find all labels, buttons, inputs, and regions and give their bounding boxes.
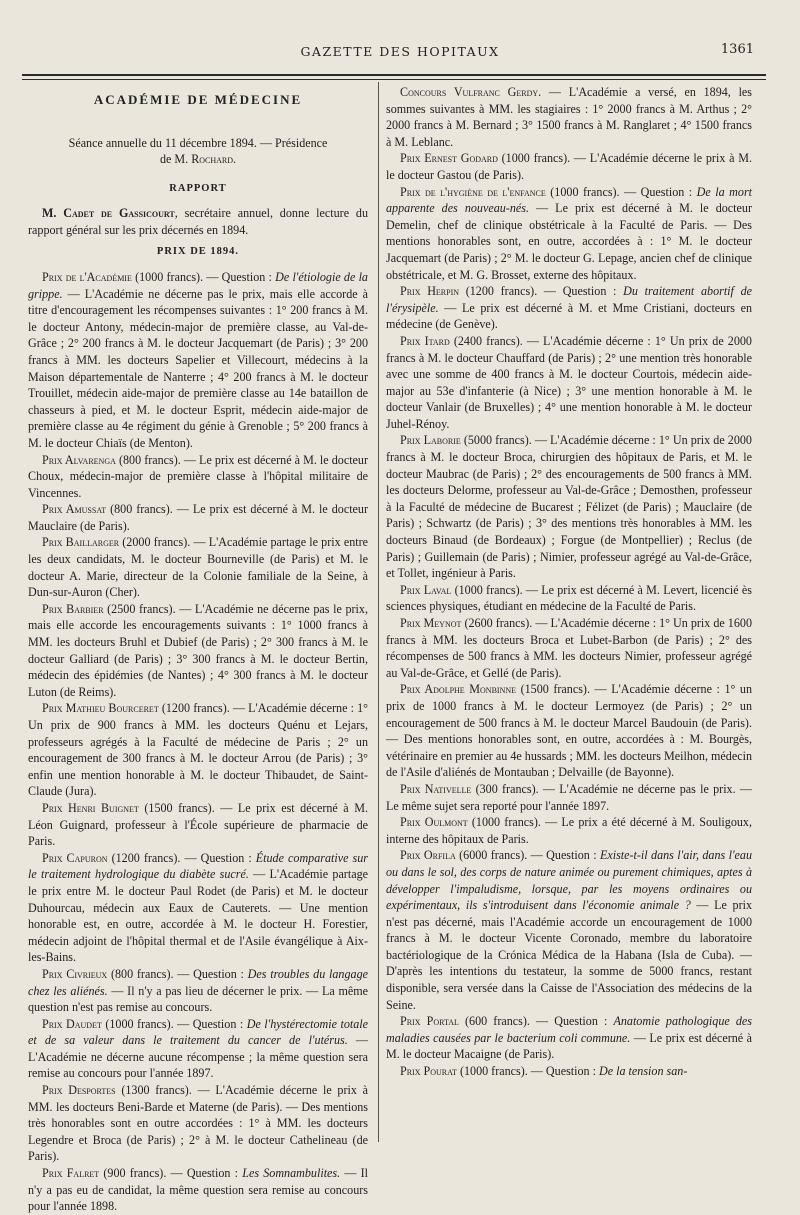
prize-name: Prix Baillarger (42, 535, 120, 550)
rapport-intro (28, 205, 368, 238)
prize-text: (800 francs). — Question : (107, 966, 248, 981)
prize-text: (1500 francs). — L'Académie décerne : 1° un prix de 1000 francs à M. le docteur Lermoyez (de Paris) ; 2° un encouragement de 500 francs à M. le docteur Marcel Baudouin (de Paris). — Des mentions honorables sont, en outre, accordées à : M. Bourgès, vétérinaire en premier au 4e hussards ; MM. les docteurs Meilhon, médecin de l'Asile d'aliénés de Montauban ; Delvaille (de Bayonne). (386, 682, 752, 780)
prize-name: Prix Barbier (42, 601, 104, 616)
president-name: Rochard. (191, 151, 237, 166)
prize-name: Prix de l'hygiène de l'enfance (400, 184, 546, 199)
prize-text: (1200 francs). — Question : (107, 850, 256, 865)
prize-paragraph (386, 814, 752, 847)
prize-paragraph (28, 1016, 368, 1082)
page-number: 1361 (720, 42, 754, 57)
prize-question: Anatomie pathologique des maladies causées par le bacterium coli commune. (386, 1014, 752, 1045)
prize-name: Concours Vulfranc Gerdy. (400, 85, 542, 99)
prize-name: Prix Laval (400, 582, 452, 597)
prize-text-rest: — Le prix est décerné à M. le docteur Demelin, chef de clinique obstétricale à la Faculté de Paris. — Des mentions honorables sont, en outre, accordées à : 1° M. le docteur Jacquemart (de Paris) ; 2° M. le docteur G. Lepage, ancien chef de clinique obstétricale, et M. G. Brosset, externe des hôpitaux. (386, 201, 752, 282)
column-divider (378, 82, 379, 1142)
prize-question: Existe-t-il dans l'air, dans l'eau ou dans le sol, des corps de nature animée ou purement chimiques, aptes à développer l'impaludisme, lorsque, par les moyens ordinaires ou expérimentaux, ils s'introduisent dans l'économie animale ? (386, 848, 753, 913)
prize-question: De l'étiologie de la grippe. (28, 269, 368, 301)
prize-name: Prix Oulmont (400, 815, 468, 830)
prize-text-rest: — Le prix est décerné à M. et Mme Cristiani, docteurs en médecine (de Genève). (386, 300, 752, 332)
prize-paragraph (28, 1082, 368, 1165)
prize-name: Prix Amussat (42, 502, 107, 517)
prize-text: (600 francs). — Question : (458, 1014, 614, 1029)
prize-question: Les Somnambulites. (242, 1166, 341, 1181)
prize-text: (800 francs). — Le prix est décerné à M. le docteur Choux, médecin-major de première classe à l'hôpital militaire de Vincennes. (28, 452, 369, 500)
prize-name: Prix Adolphe Monbinne (400, 682, 517, 697)
prize-text: (1000 francs). — Question : (101, 1016, 247, 1031)
prize-name: Prix Ernest Godard (400, 151, 498, 166)
prize-text-rest: — Il n'y a pas lieu de décerner le prix. — La même question n'est pas remise au concours. (28, 983, 368, 1015)
prize-text: (2600 francs). — L'Académie décerne : 1° Un prix de 1600 francs à MM. les docteurs Broca et Lubet-Barbon (de Paris) ; 2° des récompenses de 500 francs à MM. les docteurs Nimier, professeur agrégé au Val-de-Grâce, et Gellé (de Paris). (386, 616, 752, 680)
prize-text: (1000 francs). — Question : (456, 1064, 599, 1079)
prize-paragraph (386, 84, 752, 150)
prize-text: (1000 francs). — Question : (545, 184, 697, 199)
prize-name: Prix Itard (400, 333, 450, 348)
prize-text-rest: — L'Académie partage le prix entre M. le docteur Paul Rodet (de Paris) et M. le docteur Duhourcau, médecin aux Eaux de Cauterets. — Une mention honorable est, en outre, accordée à M. le docteur H. Forestier, médecin adjoint de l'hôpital thermal et de l'Asile évangélique à Aix-les-Bains. (28, 867, 368, 965)
prize-paragraph (28, 850, 368, 966)
prize-paragraph (28, 452, 368, 502)
prize-name: Prix Laborie (400, 433, 461, 448)
prize-paragraph (28, 534, 368, 600)
prize-paragraph (386, 615, 752, 681)
prize-text: (900 francs). — Question : (99, 1166, 243, 1181)
prize-text: — L'Académie a versé, en 1894, les sommes suivantes à MM. les stagiaires : 1° 2000 francs à M. Arthus ; 2° 2000 francs à M. Bernard ; 3° 1500 francs à M. Ranglaret ; 4° 1500 francs à M. Leblanc. (386, 85, 753, 149)
prize-text: (800 francs). — Le prix est décerné à M. le docteur Mauclaire (de Paris). (28, 502, 368, 533)
session-line-2a: de M. (159, 151, 192, 166)
prize-paragraph (28, 601, 368, 701)
prize-paragraph (386, 1063, 752, 1080)
prize-question: De la mort apparente des nouveau-nés. (386, 184, 753, 216)
prize-text: (1000 francs). — L'Académie décerne le prix à M. le docteur Gastou (de Paris). (386, 151, 752, 182)
prize-name: Prix Capuron (42, 850, 108, 865)
prize-paragraph (386, 184, 752, 284)
prize-paragraph (386, 333, 752, 433)
prize-paragraph (386, 781, 752, 814)
right-prize-list (386, 84, 752, 1080)
prize-name: Prix Henri Buignet (42, 800, 139, 815)
prize-text: (1000 francs). — Question : (131, 269, 276, 284)
prize-name: Prix Mathieu Bourceret (42, 701, 159, 716)
prize-text: (1200 francs). — L'Académie décerne : 1° Un prix de 900 francs à MM. les docteurs Quénu et Lejars, professeurs agrégés à la Faculté de médecine de Paris ; 2° un encouragement de 300 francs à M. le docteur Arrou (de Paris) ; 3° enfin une mention honorable à M. le docteur Thibaudet, de Saint-Claude (Jura). (28, 701, 368, 799)
prize-paragraph (386, 150, 752, 183)
prize-text-rest: — L'Académie ne décerne pas le prix, mais elle accorde à titre d'encouragement les récompenses suivantes : 1° 200 francs à M. le docteur Antony, médecin-major de première classe, au Val-de-Grâce ; 2° 200 francs à M. le docteur Jacquemart (de Paris) ; 3° 200 francs à MM. les docteurs Sapelier et Villecourt, médecins à la Maison départementale de Nanterre ; 4° 200 francs à M. le docteur Trouillet, médecin aide-major de première classe au 14e bataillon de chasseurs à pied, et M. le docteur Esprit, médecin aide-major de première classe au 4e régiment du génie à Grenoble ; 5° 200 francs à M. le docteur Chiaïs (de Menton). (28, 286, 368, 450)
prix-heading: PRIX DE 1894. (156, 246, 240, 258)
prize-text: (6000 francs). — Question : (455, 848, 600, 863)
prize-paragraph (28, 966, 368, 1016)
prize-paragraph (386, 681, 752, 781)
prize-paragraph (28, 800, 368, 850)
prize-text: (1500 francs). — Le prix est décerné à M. Léon Guignard, professeur à l'École supérieure de pharmacie de Paris. (28, 800, 368, 849)
speaker-name: M. Cadet de Gassicourt (42, 206, 175, 221)
section-title: ACADÉMIE DE MÉDECINE (93, 92, 303, 107)
session-info (28, 135, 368, 167)
prize-text: (2400 francs). — L'Académie décerne : 1° Un prix de 2000 francs à M. le docteur Chauffard (de Paris) ; 2° une mention très honorable avec une somme de 400 francs à M. le docteur Courtois, médecin aide-major au 53e d'infanterie (à Nice) ; 3° une mention honorable à M. le docteur Vanlair (de Bruxelles) ; 4° une mention honorable à M. le docteur Juhel-Rénoy. (386, 333, 752, 431)
right-column (386, 84, 752, 1144)
prize-name: Prix Meynot (400, 616, 462, 630)
prize-name: Prix Falret (42, 1166, 100, 1181)
prize-name: Prix Portal (400, 1014, 459, 1029)
prize-name: Prix Daudet (42, 1016, 102, 1031)
prize-question: De la tension san- (599, 1064, 688, 1079)
left-prize-list (28, 269, 368, 1215)
rapport-heading: RAPPORT (169, 182, 227, 194)
prize-name: Prix Pourat (400, 1064, 457, 1079)
prize-paragraph (28, 501, 368, 534)
prize-text: (1200 francs). — Question : (459, 284, 624, 299)
prize-paragraph (386, 582, 752, 615)
prize-paragraph (386, 1013, 752, 1063)
prize-paragraph (386, 432, 752, 581)
left-column (28, 84, 369, 1214)
header-rule-thick (22, 74, 766, 76)
prize-text-rest: — Le prix est décerné à M. le docteur Macaigne (de Paris). (386, 1030, 752, 1062)
prize-text-rest: — Il n'y a pas eu de candidat, la même question sera remise au concours pour l'année 1898. (28, 1166, 369, 1214)
prize-paragraph (386, 847, 752, 1013)
page-header-title: GAZETTE DES HOPITAUX (300, 44, 500, 59)
prize-text: (5000 francs). — L'Académie décerne : 1° Un prix de 2000 francs à M. le docteur Broca, chirurgien des hôpitaux de Paris, et M. le docteur Maubrac (de Paris) ; 2° des encouragements de 500 francs à MM. les docteurs Delorme, professeur au Val-de-Grâce ; Demosthen, professeur à la Faculté de médecine de Bucarest ; Félizet (de Paris) ; Mauclaire (de Paris) ; Schwartz (de Paris) ; 3° des mentions très honorables à MM. les docteurs Binaud (de Bordeaux) ; Forgue (de Montpellier) ; Reclus (de Paris) ; Guillemain (de Paris) ; Nimier, professeur agrégé au Val-de-Grâce, et Tollet, ingénieur à Paris. (386, 433, 752, 581)
prize-name: Prix Nativelle (400, 781, 472, 796)
prize-name: Prix Civrieux (42, 966, 108, 981)
prize-paragraph (28, 269, 368, 452)
session-line-1: Séance annuelle du 11 décembre 1894. — Présidence (68, 135, 328, 150)
prize-name: Prix Desportes (42, 1083, 116, 1098)
prize-text-rest: — L'Académie ne décerne aucune récompense ; la même question sera remise au concours pour l'année 1897. (28, 1033, 368, 1081)
prize-text: (2500 francs). — L'Académie ne décerne pas le prix, mais elle accorde les encouragements suivants : 1° 1000 francs à MM. les docteurs Bruhl et Dubief (de Paris) ; 2° 300 francs à M. le docteur Galliard (de Paris) ; 3° 300 francs à M. le docteur Bertin, médecin des épidémies (de Nantes) ; 4° 300 francs à M. le docteur Luton (de Reims). (28, 601, 368, 699)
prize-paragraph (386, 283, 752, 333)
prize-paragraph (28, 700, 368, 800)
prize-text: (300 francs). — L'Académie ne décerne pas le prix. — Le même sujet sera reporté pour l'année 1897. (386, 781, 752, 813)
prize-question: Des troubles du langage chez les aliénés. (28, 966, 368, 998)
prize-name: Prix Alvarenga (42, 452, 116, 467)
prize-text: (1300 francs). — L'Académie décerne le prix à MM. les docteurs Beni-Barde et Materne (de Paris). — Des mentions très honorables sont en outre accordées : 1° à MM. les docteurs Legendre et Broca (de Paris) ; 2° à M. le docteur Cathelineau (de Paris). (28, 1083, 368, 1164)
prize-question: Du traitement abortif de l'érysipèle. (386, 284, 753, 315)
prize-name: Prix de l'Académie (42, 269, 132, 284)
prize-text: (2000 francs). — L'Académie partage le prix entre les deux candidats, M. le docteur Bourneville (de Paris) et M. le docteur A. Marie, directeur de la Colonie familiale de la Seine, à Dun-sur-Auron (Cher). (28, 535, 369, 600)
prize-text: (1000 francs). — Le prix est décerné à M. Levert, licencié ès sciences physiques, étudiant en médecine de la Faculté de Paris. (386, 582, 752, 614)
rapport-intro-text: , secrétaire annuel, donne lecture du rapport général sur les prix décernés en 1894. (28, 206, 368, 237)
prize-question: De l'hystérectomie totale et de sa valeur dans le traitement du cancer de l'utérus. (28, 1016, 368, 1048)
prize-question: Étude comparative sur le traitement hydrologique du diabète sucré. (28, 850, 368, 882)
prize-name: Prix Herpin (400, 284, 460, 299)
header-rule-thin (22, 79, 766, 80)
prize-paragraph (28, 1165, 368, 1215)
prize-text: (1000 francs). — Le prix a été décerné à M. Souligoux, interne des hôpitaux de Paris. (386, 815, 752, 846)
prize-name: Prix Orfila (400, 848, 456, 863)
prize-text-rest: — Le prix n'est pas décerné, mais l'Académie accorde un encouragement de 1000 francs à M. le docteur Vicente Coronado, membre du laboratoire bactériologique de la Crónica Médica de la Habana (Isla de Cuba). — D'après les intentions du testateur, la somme de 5000 francs, restant disponible, sera versée dans la Caisse de l'Association des médecins de la Seine. (386, 898, 753, 1012)
